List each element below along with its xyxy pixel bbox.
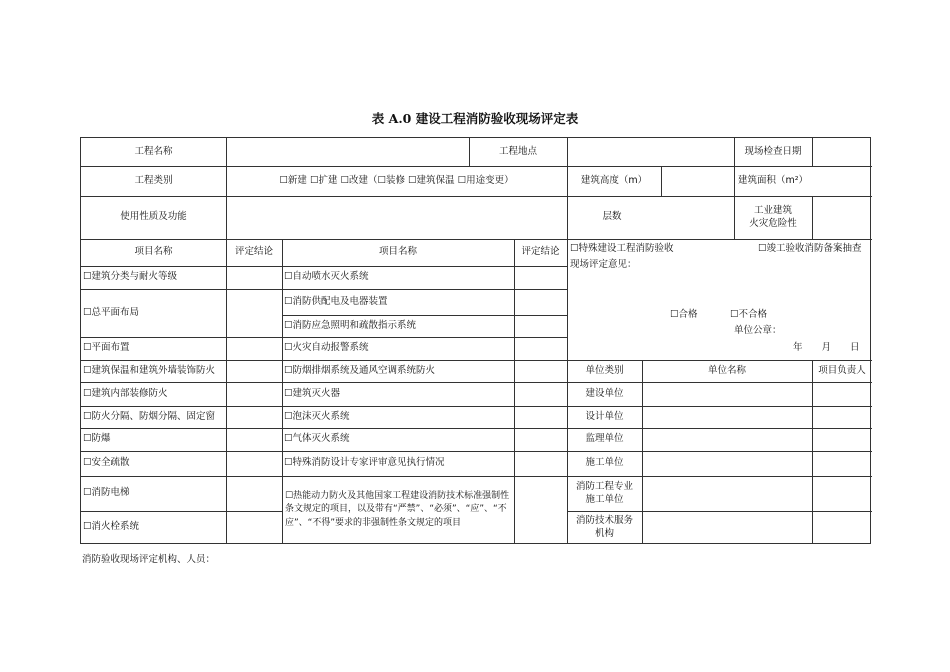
unit-type-fire-service-line1: 消防技术服务 xyxy=(575,514,633,526)
project-location-value[interactable] xyxy=(567,138,734,166)
special-project-checkbox[interactable]: ☐特殊建设工程消防验收 xyxy=(570,242,674,254)
project-name-value[interactable] xyxy=(226,138,469,166)
right-item[interactable]: ☐泡沫灭火系统 xyxy=(284,410,350,422)
column-header-conclusion-2: 评定结论 xyxy=(521,246,560,258)
project-type-label: 工程类别 xyxy=(134,174,173,186)
right-item[interactable]: ☐防烟排烟系统及通风空调系统防火 xyxy=(284,364,436,376)
fire-risk-label xyxy=(734,196,812,239)
form-title: 表 A.0 建设工程消防验收现场评定表 xyxy=(371,111,579,126)
inspection-date-value[interactable] xyxy=(812,138,872,166)
right-item[interactable]: ☐建筑灭火器 xyxy=(284,387,341,399)
right-item[interactable]: ☐气体灭火系统 xyxy=(284,433,350,445)
building-area-label: 建筑面积（m²） xyxy=(737,174,809,186)
unit-type-fire-contractor xyxy=(567,476,642,511)
left-item[interactable]: ☐建筑保温和建筑外墙装饰防火 xyxy=(83,364,216,376)
left-item[interactable]: ☐防火分隔、防烟分隔、固定窗 xyxy=(83,410,216,422)
building-height-label: 建筑高度（m） xyxy=(580,174,648,186)
right-item[interactable]: ☐自动喷水灭火系统 xyxy=(284,271,369,283)
left-item[interactable]: ☐安全疏散 xyxy=(83,457,130,469)
grid-line xyxy=(642,360,643,544)
left-item[interactable]: ☐防爆 xyxy=(83,433,111,445)
unit-seal-label: 单位公章： xyxy=(734,324,782,336)
column-header-item-name: 项目名称 xyxy=(134,246,173,258)
unit-type-construction: 建设单位 xyxy=(585,387,624,399)
unit-type-fire-service xyxy=(567,511,642,544)
column-header-item-name-2: 项目名称 xyxy=(378,246,417,258)
evaluation-staff-label: 消防验收现场评定机构、人员： xyxy=(82,554,216,565)
floors-label: 层数 xyxy=(602,211,622,223)
grid-line xyxy=(812,360,813,544)
project-name-label: 工程名称 xyxy=(134,145,173,157)
pass-checkbox[interactable]: ☐合格 xyxy=(670,308,698,320)
project-leader-header: 项目负责人 xyxy=(818,364,866,376)
left-item[interactable]: ☐消火栓系统 xyxy=(83,521,140,533)
unit-type-builder: 施工单位 xyxy=(585,457,624,469)
grid-line xyxy=(514,239,515,544)
unit-name-header: 单位名称 xyxy=(707,364,746,376)
unit-type-design: 设计单位 xyxy=(585,410,624,422)
right-item[interactable]: ☐特殊消防设计专家评审意见执行情况 xyxy=(284,457,445,469)
opinion-date: 年 月 日 xyxy=(793,341,860,353)
right-item[interactable]: ☐消防应急照明和疏散指示系统 xyxy=(284,319,417,331)
column-header-conclusion: 评定结论 xyxy=(234,246,273,258)
floors-value[interactable] xyxy=(661,196,734,239)
fire-risk-value[interactable] xyxy=(812,196,872,239)
unit-type-supervision: 监理单位 xyxy=(585,433,624,445)
unit-type-header: 单位类别 xyxy=(585,364,624,376)
grid-line xyxy=(226,239,227,544)
right-item[interactable]: ☐火灾自动报警系统 xyxy=(284,342,369,354)
project-location-label: 工程地点 xyxy=(498,145,537,157)
opinion-label: 现场评定意见： xyxy=(570,258,637,270)
fail-checkbox[interactable]: ☐不合格 xyxy=(730,308,768,320)
building-height-value[interactable] xyxy=(661,166,734,196)
left-item[interactable]: ☐平面布置 xyxy=(83,342,130,354)
filing-spot-check-checkbox[interactable]: ☐竣工验收消防备案抽查 xyxy=(758,242,862,254)
unit-type-fire-contractor-line2: 施工单位 xyxy=(585,493,624,505)
left-item[interactable]: ☐建筑内部装修防火 xyxy=(83,387,168,399)
usage-label: 使用性质及功能 xyxy=(120,211,187,223)
right-item[interactable]: ☐热能动力防火及其他国家工程建设消防技术标准强制性条文规定的项目，以及带有“严禁”、“必须”、“应”、“不应”、“不得”要求的非强制性条文规定的项目 xyxy=(285,491,510,528)
left-item[interactable]: ☐总平面布局 xyxy=(83,306,140,318)
right-item[interactable]: ☐消防供配电及电器装置 xyxy=(284,295,388,307)
usage-value[interactable] xyxy=(226,196,567,239)
left-item[interactable]: ☐建筑分类与耐火等级 xyxy=(83,271,178,283)
unit-type-fire-service-line2: 机构 xyxy=(594,527,614,539)
evaluation-form-table xyxy=(80,137,871,544)
fire-risk-label-line1: 工业建筑 xyxy=(753,204,792,216)
inspection-date-label: 现场检查日期 xyxy=(744,145,802,157)
fire-risk-label-line2: 火灾危险性 xyxy=(749,217,797,229)
building-area-value[interactable] xyxy=(812,166,872,196)
unit-type-fire-contractor-line1: 消防工程专业 xyxy=(575,480,633,492)
project-type-options[interactable]: ☐新建 ☐扩建 ☐改建（☐装修 ☐建筑保温 ☐用途变更） xyxy=(279,174,514,186)
left-item[interactable]: ☐消防电梯 xyxy=(83,487,130,499)
